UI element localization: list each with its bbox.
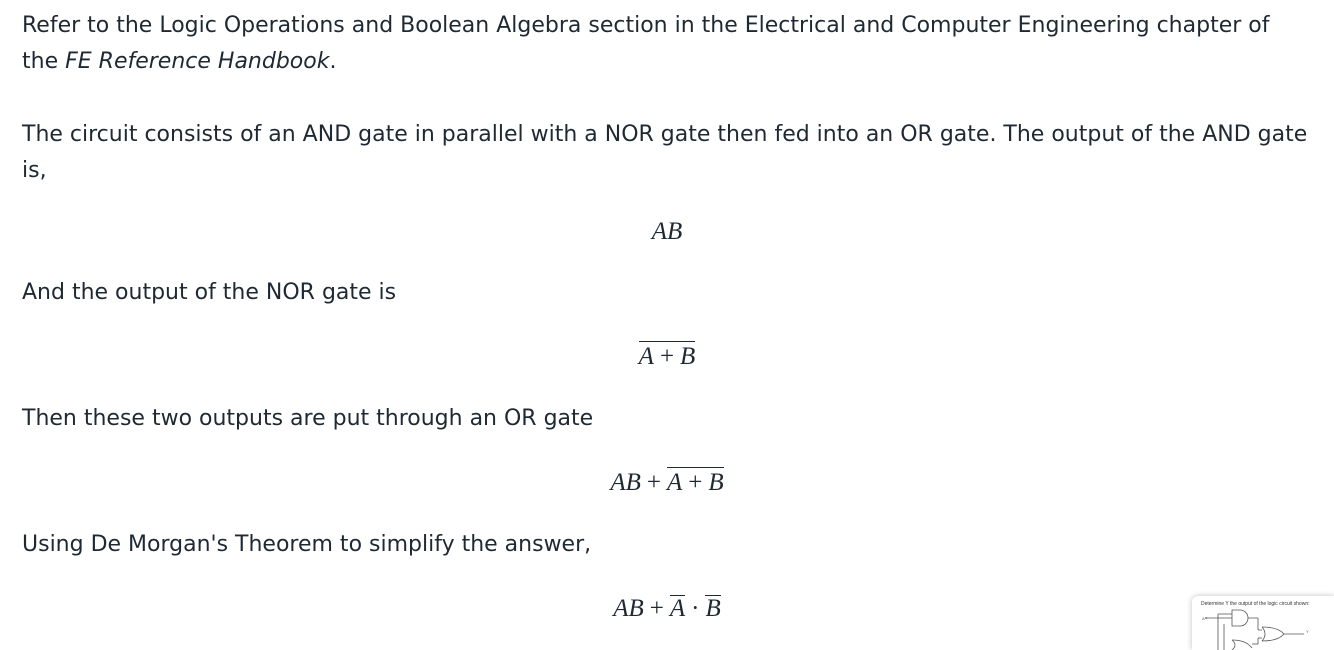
nor-overline-group	[639, 341, 696, 370]
thumbnail-title: Determine Y the output of the logic circuit shown:	[1201, 601, 1310, 607]
simplified-b-bar	[705, 595, 720, 622]
simplified-plus: +	[649, 595, 664, 622]
nor-output-text: And the output of the NOR gate is	[22, 280, 397, 305]
equation-or-output	[0, 467, 1334, 498]
or-gate-text: Then these two outputs are put through an OR gate	[22, 406, 594, 431]
circuit-description: The circuit consists of an AND gate in parallel with a NOR gate then fed into an OR gate. The output of the AND gate is,	[22, 122, 1308, 183]
equation-and-output	[0, 217, 1334, 247]
de-morgan-text: Using De Morgan's Theorem to simplify the answer,	[22, 532, 592, 557]
handbook-title: FE Reference Handbook	[65, 49, 330, 74]
logic-circuit-diagram	[1192, 596, 1334, 650]
equation-nor-output	[0, 341, 1334, 372]
simplified-a-bar	[670, 595, 685, 622]
question-thumbnail[interactable]	[1192, 596, 1334, 650]
simplified-var-a: A	[669, 595, 686, 622]
or-and-term: AB	[610, 469, 641, 496]
or-var-b: B	[708, 469, 724, 496]
simplified-dot: ·	[691, 595, 700, 622]
intro-period: .	[329, 49, 337, 74]
nor-plus: +	[659, 343, 675, 370]
or-plus-2: +	[688, 469, 703, 496]
or-var-a: A	[666, 469, 683, 496]
svg-text:A: A	[1202, 616, 1205, 621]
equation-simplified	[0, 594, 1334, 624]
simplified-var-b: B	[705, 595, 721, 622]
intro-paragraph	[22, 8, 1312, 80]
nor-var-a: A	[638, 343, 654, 370]
svg-text:Y: Y	[1306, 629, 1309, 634]
or-overline-group	[667, 467, 724, 496]
or-plus-1: +	[646, 469, 661, 496]
and-term: AB	[651, 218, 683, 245]
simplified-and-term: AB	[613, 595, 644, 622]
intro-text: Refer to the Logic Operations and Boolean Algebra section in the Electrical and Computer Engineering chapter of the	[22, 13, 1270, 74]
nor-var-b: B	[680, 343, 696, 370]
